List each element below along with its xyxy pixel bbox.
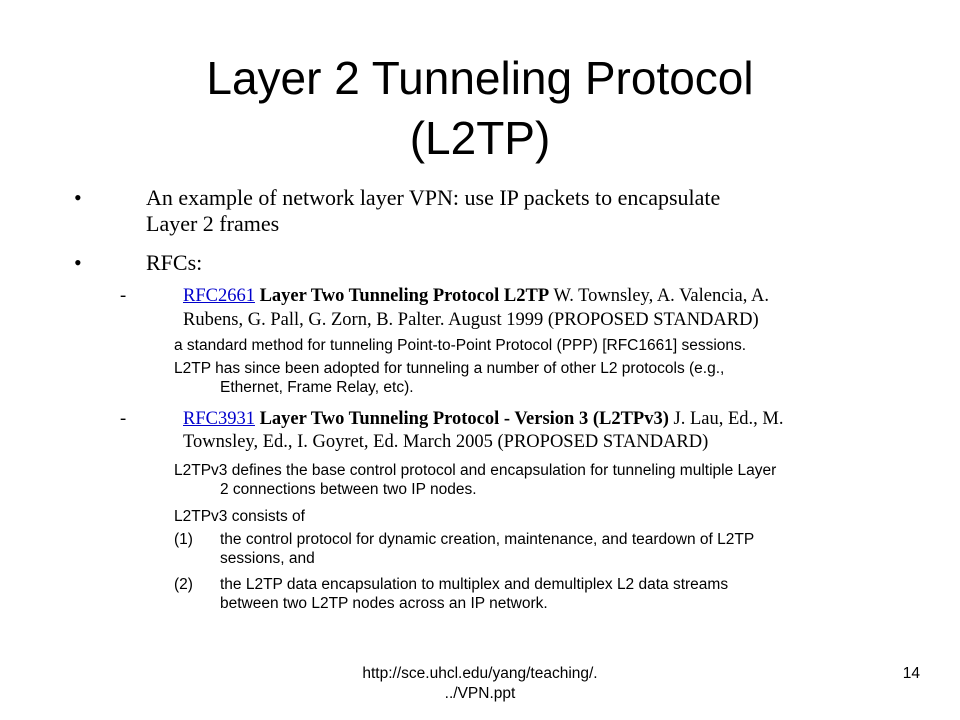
bullet-text-line-1: An example of network layer VPN: use IP packets to encapsulate (146, 185, 721, 210)
rfc-dash-marker: - (120, 409, 127, 429)
list-item-text-continued: between two L2TP nodes across an IP network. (220, 595, 548, 612)
rfc2661-authors: W. Townsley, A. Valencia, A. (553, 286, 769, 306)
rfc3931-authors: J. Lau, Ed., M. (673, 409, 784, 429)
rfc-note: L2TPv3 consists of (174, 508, 305, 525)
page-number: 14 (902, 665, 920, 682)
list-item-number: (2) (174, 576, 193, 593)
list-item-number: (1) (174, 531, 193, 548)
rfc-entry-line-2: Rubens, G. Pall, G. Zorn, B. Palter. August 1999 (PROPOSED STANDARD) (183, 310, 759, 330)
footer-source (320, 664, 640, 704)
rfc-note-continued: 2 connections between two IP nodes. (220, 481, 477, 498)
list-item-text-continued: sessions, and (220, 550, 315, 567)
slide-title-line-2: (L2TP) (409, 112, 551, 164)
rfc-note-continued: Ethernet, Frame Relay, etc). (220, 379, 414, 396)
rfc-entry-line-1 (183, 407, 783, 431)
rfc3931-title: Layer Two Tunneling Protocol - Version 3 (L2TPv3) (259, 409, 669, 429)
rfc-entry-line-2: Townsley, Ed., I. Goyret, Ed. March 2005 (PROPOSED STANDARD) (183, 432, 709, 452)
bullet-marker: • (74, 185, 82, 210)
rfc3931-link[interactable]: RFC3931 (183, 409, 255, 429)
rfc2661-link[interactable]: RFC2661 (183, 286, 255, 306)
list-item-text: the control protocol for dynamic creation, maintenance, and teardown of L2TP (220, 531, 755, 548)
bullet-text-rfcs: RFCs: (146, 250, 203, 275)
footer-source-line-2: ../VPN.ppt (444, 685, 516, 702)
rfc-entry-line-1 (183, 284, 769, 308)
rfc-note: L2TPv3 defines the base control protocol and encapsulation for tunneling multiple Layer (174, 462, 777, 479)
bullet-marker: • (74, 250, 82, 275)
rfc-note: a standard method for tunneling Point-to-Point Protocol (PPP) [RFC1661] sessions. (174, 337, 747, 354)
rfc2661-title: Layer Two Tunneling Protocol L2TP (259, 286, 550, 306)
slide-title (130, 48, 830, 168)
bullet-text-line-2: Layer 2 frames (146, 211, 280, 236)
rfc-note: L2TP has since been adopted for tunneling a number of other L2 protocols (e.g., (174, 360, 725, 377)
footer-source-line-1: http://sce.uhcl.edu/yang/teaching/. (362, 665, 598, 682)
rfc-dash-marker: - (120, 286, 127, 306)
slide-title-line-1: Layer 2 Tunneling Protocol (206, 52, 754, 104)
list-item-text: the L2TP data encapsulation to multiplex and demultiplex L2 data streams (220, 576, 729, 593)
